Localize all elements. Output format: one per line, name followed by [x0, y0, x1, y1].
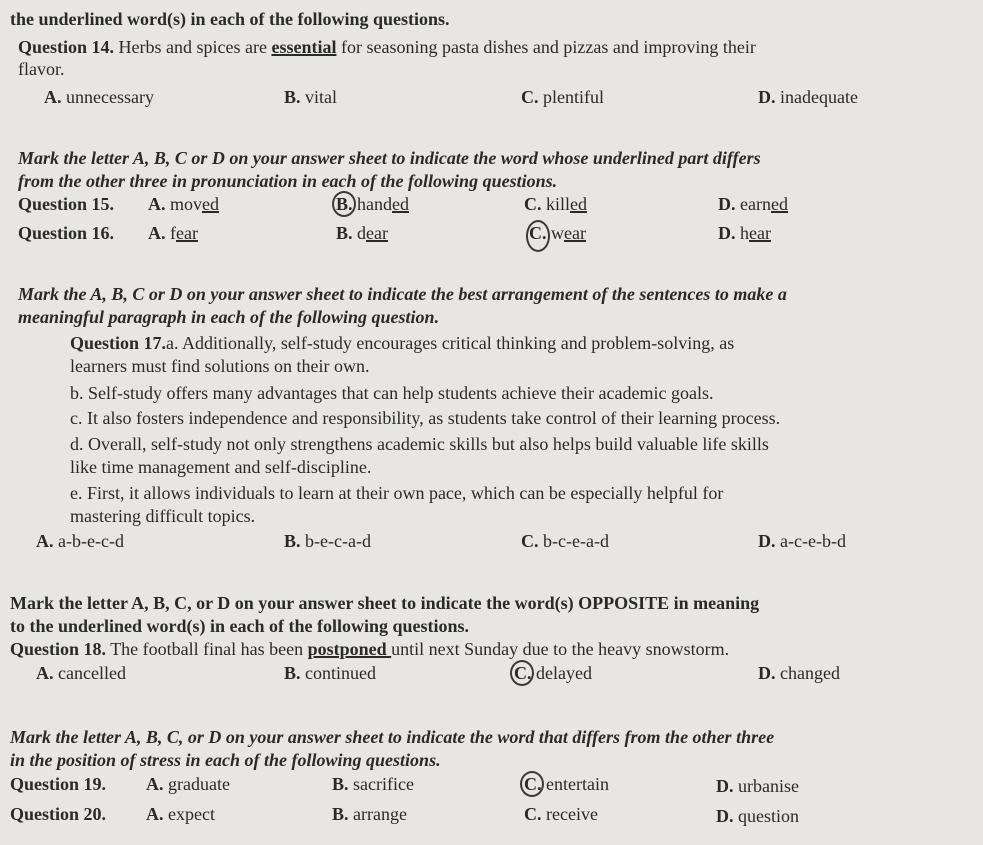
q17-option-d: D. a-c-e-b-d: [758, 531, 846, 551]
q15-option-c: C. killed: [524, 194, 588, 214]
answer-circle-mark: [520, 771, 544, 797]
q16-option-c: C. wear: [529, 223, 586, 243]
instruction-continued: the underlined word(s) in each of the following questions.: [10, 9, 450, 29]
pronunciation-instruction-line2: from the other three in pronunciation in each of the following questions.: [18, 171, 558, 191]
arrangement-instruction-line2: meaningful paragraph in each of the following question.: [18, 307, 440, 327]
question-17-sentence-d-line2: like time management and self-discipline.: [70, 457, 372, 477]
q16-option-a: A. fear: [148, 223, 198, 243]
q14-option-d: D. inadequate: [758, 87, 858, 107]
q14-option-b: B. vital: [284, 87, 338, 107]
q19-option-b: B. sacrifice: [332, 774, 414, 794]
q20-option-a: A. expect: [146, 804, 215, 824]
underlined-word: essential: [271, 37, 337, 57]
question-17-sentence-a: Question 17.a. Additionally, self-study encourages critical thinking and problem-solving, as: [70, 333, 735, 353]
question-18-label: Question 18.: [10, 639, 107, 659]
answer-circle-mark: [526, 220, 550, 252]
q20-option-b: B. arrange: [332, 804, 407, 824]
q15-option-b: B. handed: [336, 194, 410, 214]
question-17-sentence-e-line2: mastering difficult topics.: [70, 506, 256, 526]
question-18-stem: Question 18. The football final has been postponed until next Sunday due to the heavy snowstorm.: [10, 639, 730, 659]
question-17-sentence-a-line2: learners must find solutions on their own.: [70, 356, 370, 376]
q16-option-d: D. hear: [718, 223, 771, 243]
underlined-word: postponed: [307, 639, 392, 659]
question-14-stem-line2: flavor.: [18, 59, 65, 79]
answer-circle-mark: [332, 191, 356, 217]
answer-circle-mark: [510, 660, 534, 686]
q19-option-a: A. graduate: [146, 774, 230, 794]
question-20-label: Question 20.: [10, 804, 107, 824]
q18-option-b: B. continued: [284, 663, 376, 683]
question-17-sentence-e: e. First, it allows individuals to learn at their own pace, which can be especially helpful for: [70, 483, 724, 503]
stress-instruction-line1: Mark the letter A, B, C, or D on your answer sheet to indicate the word that differs from the other three: [10, 727, 775, 747]
pronunciation-instruction-line1: Mark the letter A, B, C or D on your answer sheet to indicate the word whose underlined part differs: [18, 148, 761, 168]
q18-option-c: C. delayed: [514, 663, 592, 683]
q18-option-a: A. cancelled: [36, 663, 126, 683]
q15-option-a: A. moved: [148, 194, 220, 214]
stress-instruction-line2: in the position of stress in each of the following questions.: [10, 750, 441, 770]
opposite-instruction-line2: to the underlined word(s) in each of the following questions.: [10, 616, 470, 636]
question-17-sentence-c: c. It also fosters independence and responsibility, as students take control of their learning process.: [70, 408, 781, 428]
question-17-sentence-d: d. Overall, self-study not only strengthens academic skills but also helps build valuable life skills: [70, 434, 769, 454]
question-16-label: Question 16.: [18, 223, 115, 243]
q20-option-c: C. receive: [524, 804, 598, 824]
opposite-instruction-line1: Mark the letter A, B, C, or D on your answer sheet to indicate the word(s) OPPOSITE in meaning: [10, 593, 760, 613]
question-17-label: Question 17.: [70, 333, 167, 353]
q17-option-a: A. a-b-e-c-d: [36, 531, 124, 551]
q19-option-c: C. entertain: [524, 774, 609, 794]
q19-option-d: D. urbanise: [716, 776, 799, 796]
question-19-label: Question 19.: [10, 774, 107, 794]
q16-option-b: B. dear: [336, 223, 388, 243]
q17-option-c: C. b-c-e-a-d: [521, 531, 609, 551]
q14-option-a: A. unnecessary: [44, 87, 154, 107]
question-15-label: Question 15.: [18, 194, 115, 214]
question-14-stem: Question 14. Herbs and spices are essential for seasoning pasta dishes and pizzas and improving their: [18, 37, 756, 57]
q17-option-b: B. b-e-c-a-d: [284, 531, 371, 551]
question-17-sentence-b: b. Self-study offers many advantages that can help students achieve their academic goals.: [70, 383, 714, 403]
q15-option-d: D. earned: [718, 194, 788, 214]
question-14-label: Question 14.: [18, 37, 115, 57]
q20-option-d: D. question: [716, 806, 799, 826]
arrangement-instruction-line1: Mark the A, B, C or D on your answer sheet to indicate the best arrangement of the sentences to make a: [18, 284, 787, 304]
q18-option-d: D. changed: [758, 663, 840, 683]
q14-option-c: C. plentiful: [521, 87, 604, 107]
